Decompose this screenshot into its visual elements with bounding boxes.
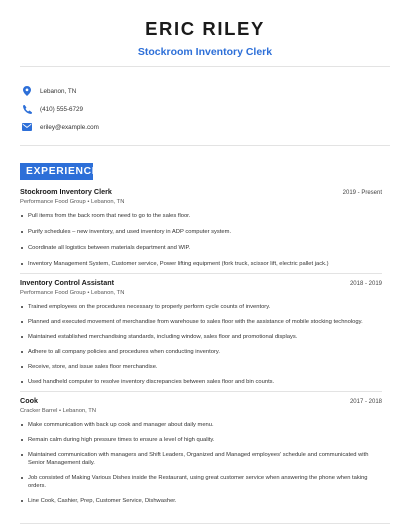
job-divider (20, 273, 382, 274)
job-bullet: Trained employees on the procedures necessary to properly perform cycle counts of inventory. (20, 303, 382, 311)
phone-icon (20, 102, 34, 116)
job-bullet: Remain calm during high pressure times to ensure a level of high quality. (20, 436, 382, 444)
header-divider (20, 66, 390, 67)
job-entry (20, 278, 382, 386)
job-entry (20, 187, 382, 268)
job-company: Performance Food Group • Lebanon, TN (20, 290, 125, 296)
job-bullet: Maintained communication with managers and Shift Leaders, Organized and Managed employees' schedule and communicated with Senior Management daily. (20, 451, 382, 467)
location-pin-icon (20, 84, 34, 98)
job-bullet: Receive, store, and issue sales floor merchandise. (20, 363, 382, 371)
job-dates: 2018 - 2019 (349, 281, 382, 287)
contact-divider (20, 145, 390, 146)
job-title: Inventory Control Assistant (20, 278, 114, 287)
job-bullet: Used handheld computer to resolve inventory discrepancies between sales floor and bin counts. (20, 378, 382, 386)
job-divider (20, 391, 382, 392)
job-bullet: Adhere to all company policies and procedures when conducting inventory. (20, 348, 382, 356)
job-bullet: Pull items from the back room that need to go to the sales floor. (20, 212, 382, 220)
job-bullet: Purify schedules – new inventory, and used inventory in ADP computer system. (20, 228, 382, 236)
candidate-name: ERIC RILEY (145, 18, 265, 39)
job-bullets (20, 303, 382, 386)
job-bullet: Make communication with back up cook and manager about daily menu. (20, 421, 382, 429)
job-bullet: Line Cook, Cashier, Prep, Customer Service, Dishwasher. (20, 497, 382, 505)
contact-phone-text: (410) 555-6729 (40, 105, 84, 113)
experience-heading (20, 163, 100, 180)
job-title: Stockroom Inventory Clerk (20, 187, 112, 196)
contact-location (20, 82, 390, 100)
job-dates: 2017 - 2018 (349, 399, 382, 405)
contact-list (20, 82, 390, 136)
contact-email-text: eriley@example.com (40, 123, 99, 131)
job-company: Cracker Barrel • Lebanon, TN (20, 408, 97, 414)
experience-list (20, 187, 382, 505)
job-bullets (20, 212, 382, 268)
candidate-title: Stockroom Inventory Clerk (137, 46, 273, 58)
resume-header (0, 0, 410, 58)
contact-email (20, 118, 390, 136)
contact-phone (20, 100, 390, 118)
job-bullet: Job consisted of Making Various Dishes inside the Restaurant, using great customer service when answering the phone when taking orders. (20, 474, 382, 490)
bottom-divider (20, 523, 390, 524)
contact-location-text: Lebanon, TN (40, 87, 77, 95)
job-bullet: Inventory Management System, Customer service, Power lifting equipment (fork truck, scissor lift, electric pallet jack.) (20, 260, 382, 268)
job-bullet: Maintained established merchandising standards, including window, sales floor and promotional displays. (20, 333, 382, 341)
job-bullets (20, 421, 382, 505)
job-bullet: Planned and executed movement of merchandise from warehouse to sales floor with the assistance of mobile stocking technology. (20, 318, 382, 326)
job-bullet: Coordinate all logistics between materials department and WIP. (20, 244, 382, 252)
job-company: Performance Food Group • Lebanon, TN (20, 199, 125, 205)
job-dates: 2019 - Present (342, 190, 382, 196)
email-icon (20, 120, 34, 134)
experience-heading-text: EXPERIENCE (26, 166, 100, 177)
job-title: Cook (20, 396, 38, 405)
job-entry (20, 396, 382, 505)
